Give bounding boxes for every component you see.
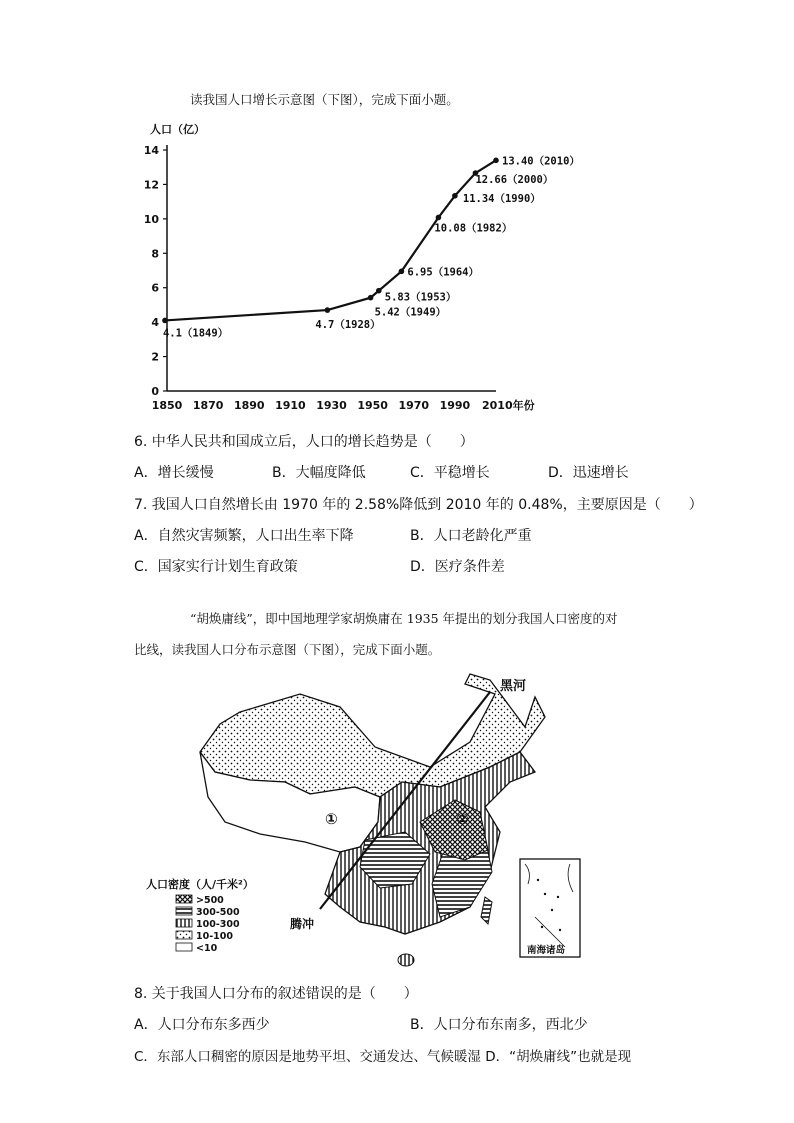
legend-label-300-500: 300-500 — [196, 907, 240, 918]
question-6-option-d[interactable]: D．迅速增长 — [548, 465, 629, 481]
data-label: 5.42（1949） — [374, 306, 447, 319]
legend-swatch-10-100 — [176, 931, 192, 939]
map-intro-line-1: “胡焕庸线”，即中国地理学家胡焕庸在 1935 年提出的划分我国人口密度的对 — [190, 611, 618, 626]
data-point — [376, 288, 382, 294]
population-growth-chart — [140, 115, 610, 415]
question-6-stem: 6. 中华人民共和国成立后，人口的增长趋势是（ ） — [134, 434, 474, 450]
x-tick-label: 1890 — [233, 399, 265, 412]
hainan-island — [398, 954, 414, 966]
x-tick-label: 1970 — [398, 399, 430, 412]
data-label: 5.83（1953） — [384, 291, 457, 304]
legend-swatch-lt10 — [176, 943, 192, 951]
data-label: 4.1（1849） — [162, 327, 229, 340]
x-tick-label: 1850 — [151, 399, 183, 412]
question-7-option-d[interactable]: D．医疗条件差 — [410, 559, 505, 575]
question-7-stem: 7. 我国人口自然增长由 1970 年的 2.58%降低到 2010 年的 0.48%，主要原因是（ ） — [134, 497, 703, 513]
y-tick-label: 14 — [143, 144, 159, 157]
question-8-option-c-d[interactable]: C．东部人口稠密的原因是地势平坦、交通发达、气候暖湿 D．“胡焕庸线”也就是现 — [134, 1049, 632, 1065]
data-label: 4.7（1928） — [315, 319, 381, 332]
x-tick-label: 1930 — [316, 399, 347, 412]
population-density-map — [140, 672, 600, 977]
x-tick-label: 1870 — [192, 399, 224, 412]
question-6-option-c[interactable]: C．平稳增长 — [410, 465, 490, 481]
data-point — [493, 158, 499, 164]
inset-label: 南海诸岛 — [527, 945, 566, 956]
question-8-option-b[interactable]: B．人口分布东南多，西北少 — [410, 1017, 588, 1033]
x-tick-label: 1990 — [439, 399, 471, 412]
question-6-option-b[interactable]: B．大幅度降低 — [272, 465, 366, 481]
legend-swatch-gt500 — [176, 895, 192, 903]
legend-label-100-300: 100-300 — [196, 919, 240, 930]
data-point — [325, 307, 331, 313]
y-tick-label: 2 — [151, 350, 159, 364]
x-tick-label: 2010年份 — [482, 399, 535, 412]
data-point — [452, 193, 458, 199]
legend-label-10-100: 10-100 — [196, 931, 233, 942]
legend-swatch-100-300 — [176, 919, 192, 927]
taiwan-island — [481, 897, 492, 924]
data-label: 11.34（1990） — [462, 192, 541, 205]
y-tick-label: 0 — [151, 385, 159, 398]
y-tick-label: 12 — [143, 178, 159, 192]
data-label: 13.40（2010） — [502, 155, 580, 168]
marker-1: ① — [325, 810, 338, 828]
data-label: 6.95（1964） — [407, 266, 479, 279]
data-point — [368, 295, 374, 301]
y-tick-label: 10 — [143, 212, 159, 226]
x-tick-label: 1950 — [357, 399, 388, 412]
legend-title: 人口密度（人/千米²） — [146, 878, 254, 891]
chart-intro: 读我国人口增长示意图（下图），完成下面小题。 — [190, 92, 459, 107]
legend-swatch-300-500 — [176, 907, 192, 915]
legend-label-lt10: <10 — [196, 943, 218, 954]
question-7-option-c[interactable]: C．国家实行计划生育政策 — [134, 559, 298, 575]
legend-label-gt500: >500 — [196, 895, 224, 906]
data-point — [162, 318, 168, 324]
label-heihe: 黑河 — [500, 679, 527, 694]
y-tick-label: 4 — [151, 316, 159, 330]
y-axis-label: 人口（亿） — [150, 123, 205, 136]
question-7-option-b[interactable]: B．人口老龄化严重 — [410, 528, 532, 544]
data-point — [399, 269, 405, 275]
question-7-option-a[interactable]: A．自然灾害频繁，人口出生率下降 — [134, 528, 354, 544]
y-tick-label: 6 — [151, 281, 159, 295]
data-point — [436, 215, 442, 221]
data-label: 10.08（1982） — [434, 222, 513, 235]
y-tick-label: 8 — [151, 247, 159, 261]
question-8-option-a[interactable]: A．人口分布东多西少 — [134, 1017, 270, 1033]
label-tengchong: 腾冲 — [290, 917, 315, 931]
question-8-stem: 8. 关于我国人口分布的叙述错误的是（ ） — [134, 986, 418, 1002]
marker-2: ② — [456, 810, 469, 828]
data-label: 12.66（2000） — [475, 174, 554, 187]
question-6-option-a[interactable]: A．增长缓慢 — [134, 465, 214, 481]
map-intro-line-2: 比线，读我国人口分布示意图（下图），完成下面小题。 — [134, 642, 441, 657]
x-tick-label: 1910 — [275, 399, 306, 412]
